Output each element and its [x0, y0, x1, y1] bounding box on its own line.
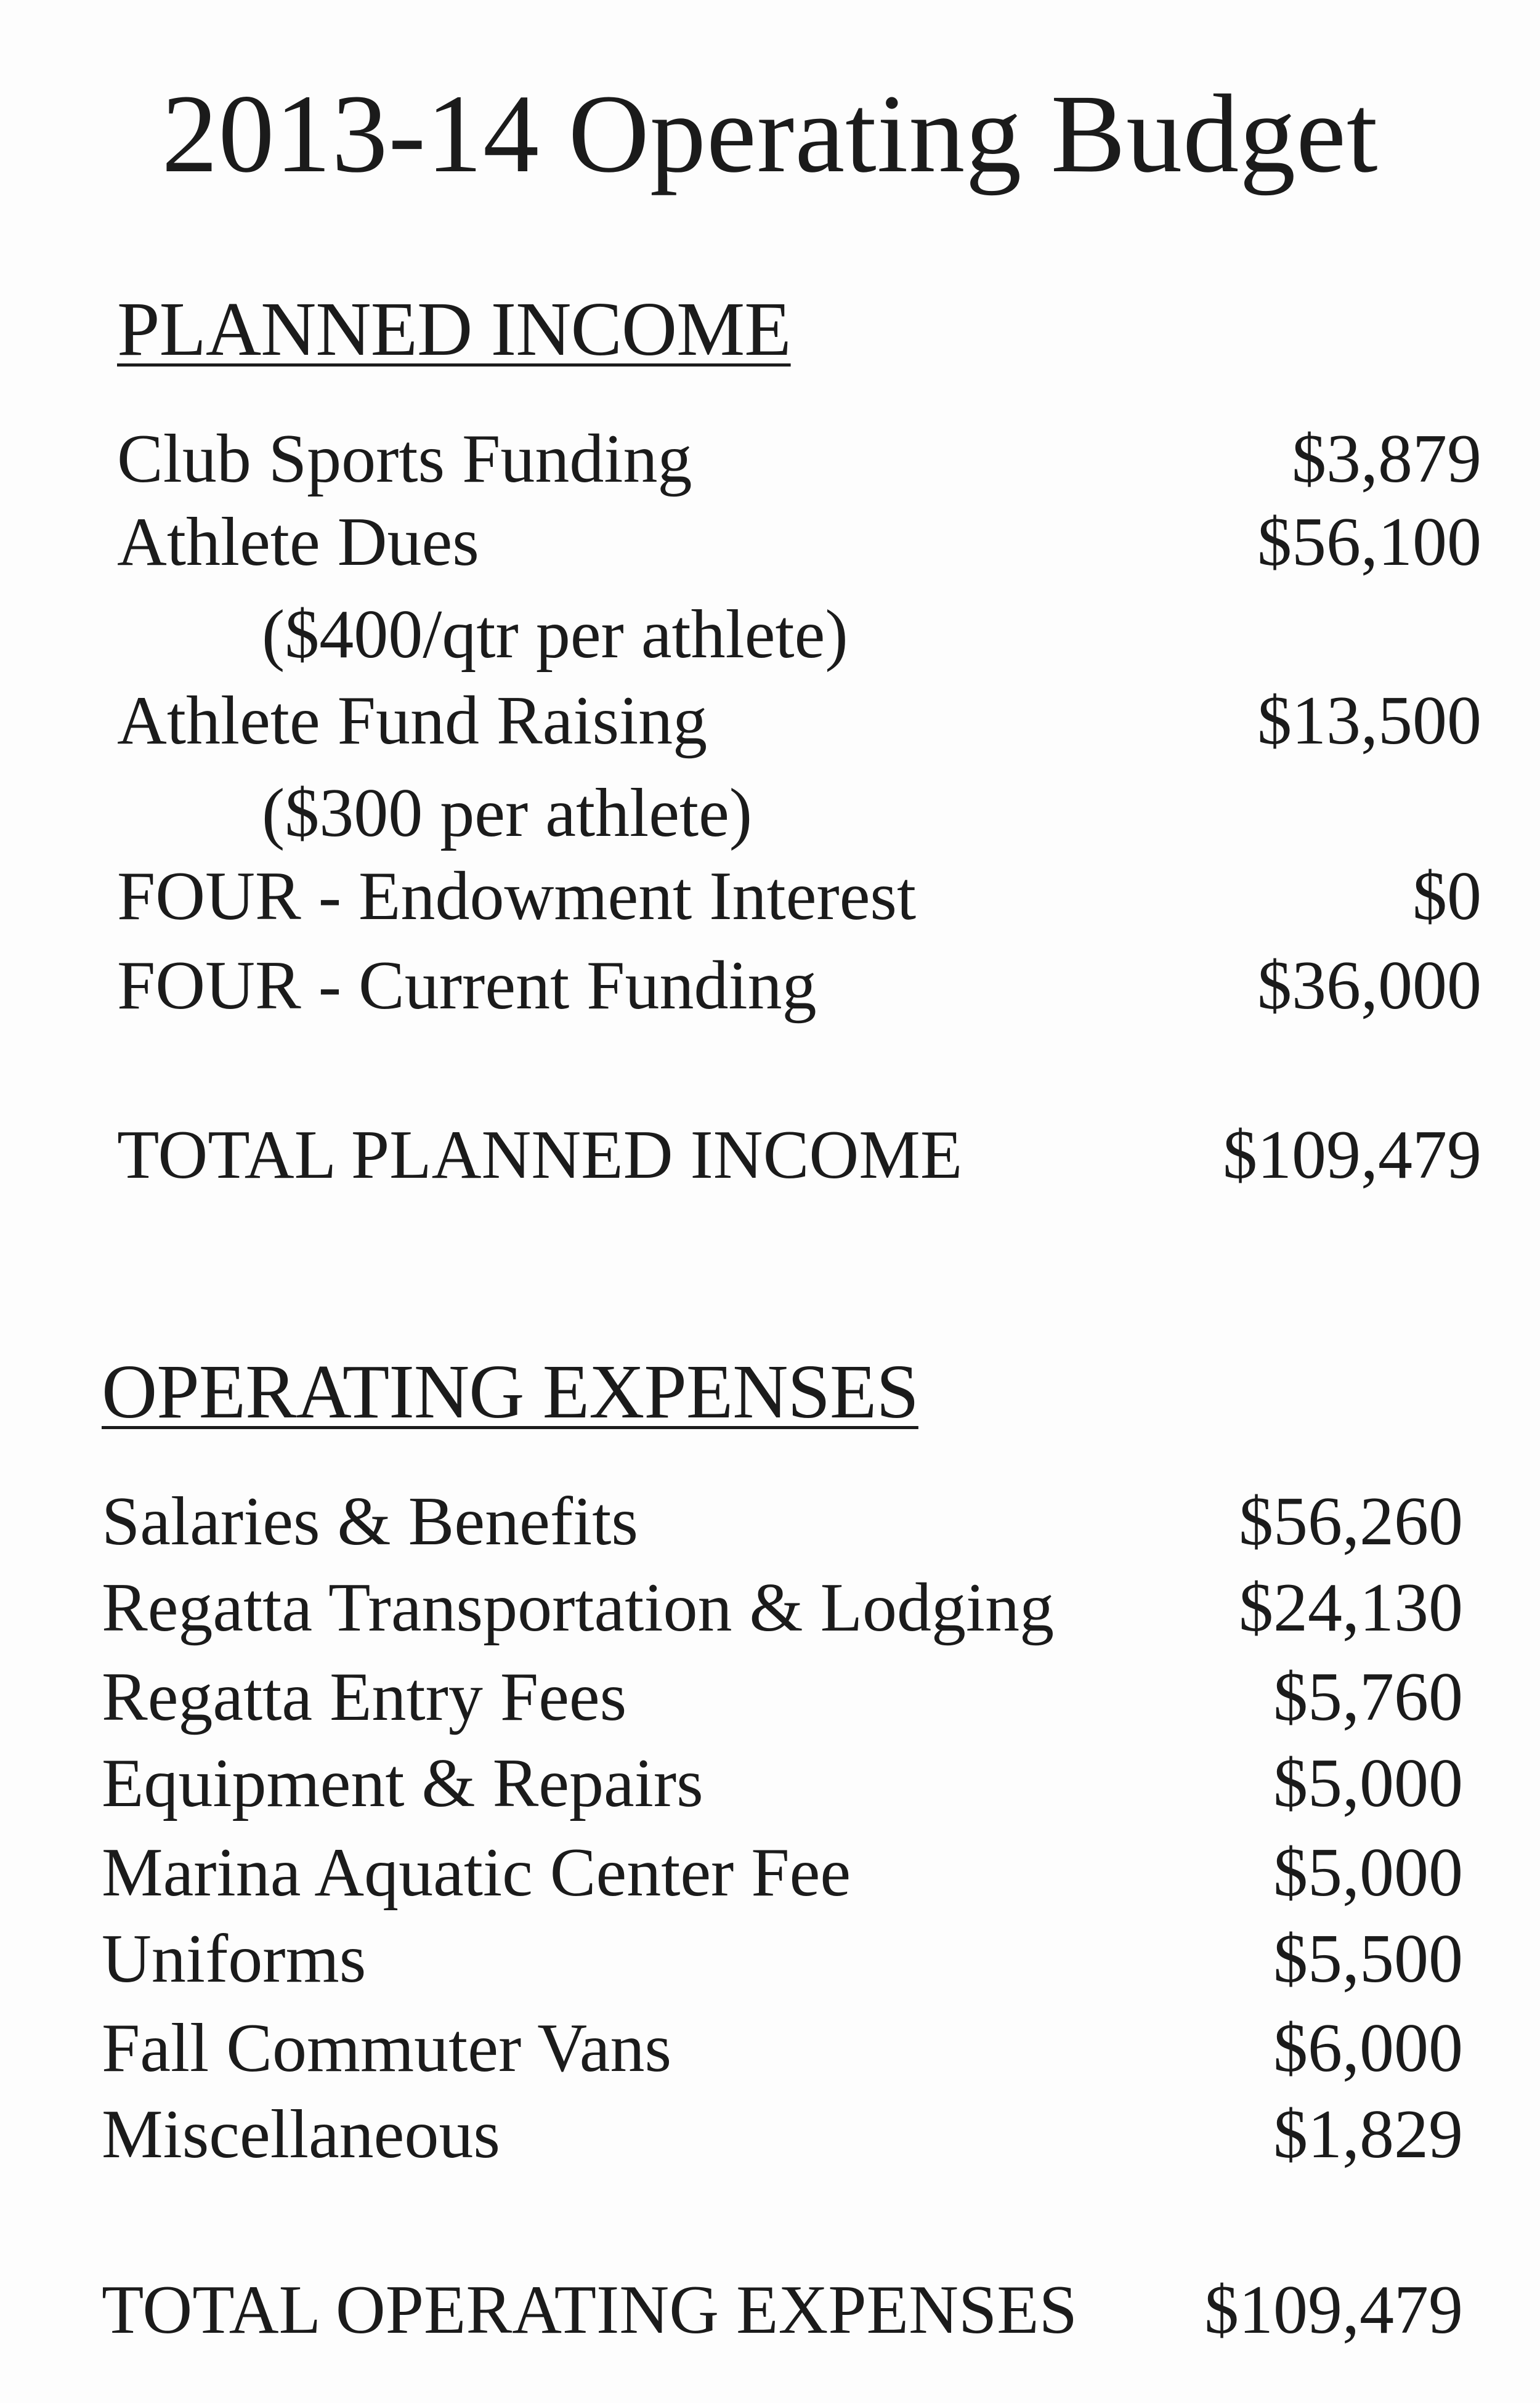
page-title: 2013-14 Operating Budget	[161, 72, 1379, 196]
expense-label: Marina Aquatic Center Fee	[102, 1834, 851, 1911]
income-label: FOUR - Current Funding	[117, 947, 817, 1024]
income-label: Club Sports Funding	[117, 421, 692, 497]
expense-label: Equipment & Repairs	[102, 1745, 703, 1821]
income-label: Athlete Dues	[117, 504, 479, 580]
expense-label: Regatta Transportation & Lodging	[102, 1570, 1055, 1646]
operating-expenses-heading: OPERATING EXPENSES	[102, 1350, 918, 1435]
expense-label: Miscellaneous	[102, 2096, 500, 2173]
expense-amount: $5,000	[1273, 1745, 1463, 1821]
expense-total-label: TOTAL OPERATING EXPENSES	[102, 2272, 1077, 2348]
income-note: ($300 per athlete)	[262, 775, 753, 851]
expense-label: Uniforms	[102, 1921, 367, 1997]
expense-amount: $5,500	[1273, 1921, 1463, 1997]
income-total-label: TOTAL PLANNED INCOME	[117, 1117, 963, 1193]
expense-amount: $6,000	[1273, 2010, 1463, 2086]
income-label: FOUR - Endowment Interest	[117, 858, 917, 934]
expense-amount: $1,829	[1273, 2096, 1463, 2173]
planned-income-heading: PLANNED INCOME	[117, 287, 791, 372]
income-note: ($400/qtr per athlete)	[262, 596, 848, 673]
expense-total-amount: $109,479	[1204, 2272, 1463, 2348]
income-amount: $13,500	[1257, 683, 1481, 759]
income-amount: $56,100	[1257, 504, 1481, 580]
expense-label: Regatta Entry Fees	[102, 1659, 627, 1735]
expense-amount: $24,130	[1239, 1570, 1463, 1646]
income-amount: $3,879	[1292, 421, 1481, 497]
expense-amount: $5,760	[1273, 1659, 1463, 1735]
expense-label: Salaries & Benefits	[102, 1483, 638, 1560]
expense-amount: $56,260	[1239, 1483, 1463, 1560]
income-amount: $36,000	[1257, 947, 1481, 1024]
income-label: Athlete Fund Raising	[117, 683, 708, 759]
income-amount: $0	[1412, 858, 1481, 934]
income-total-amount: $109,479	[1223, 1117, 1481, 1193]
expense-amount: $5,000	[1273, 1834, 1463, 1911]
expense-label: Fall Commuter Vans	[102, 2010, 672, 2086]
